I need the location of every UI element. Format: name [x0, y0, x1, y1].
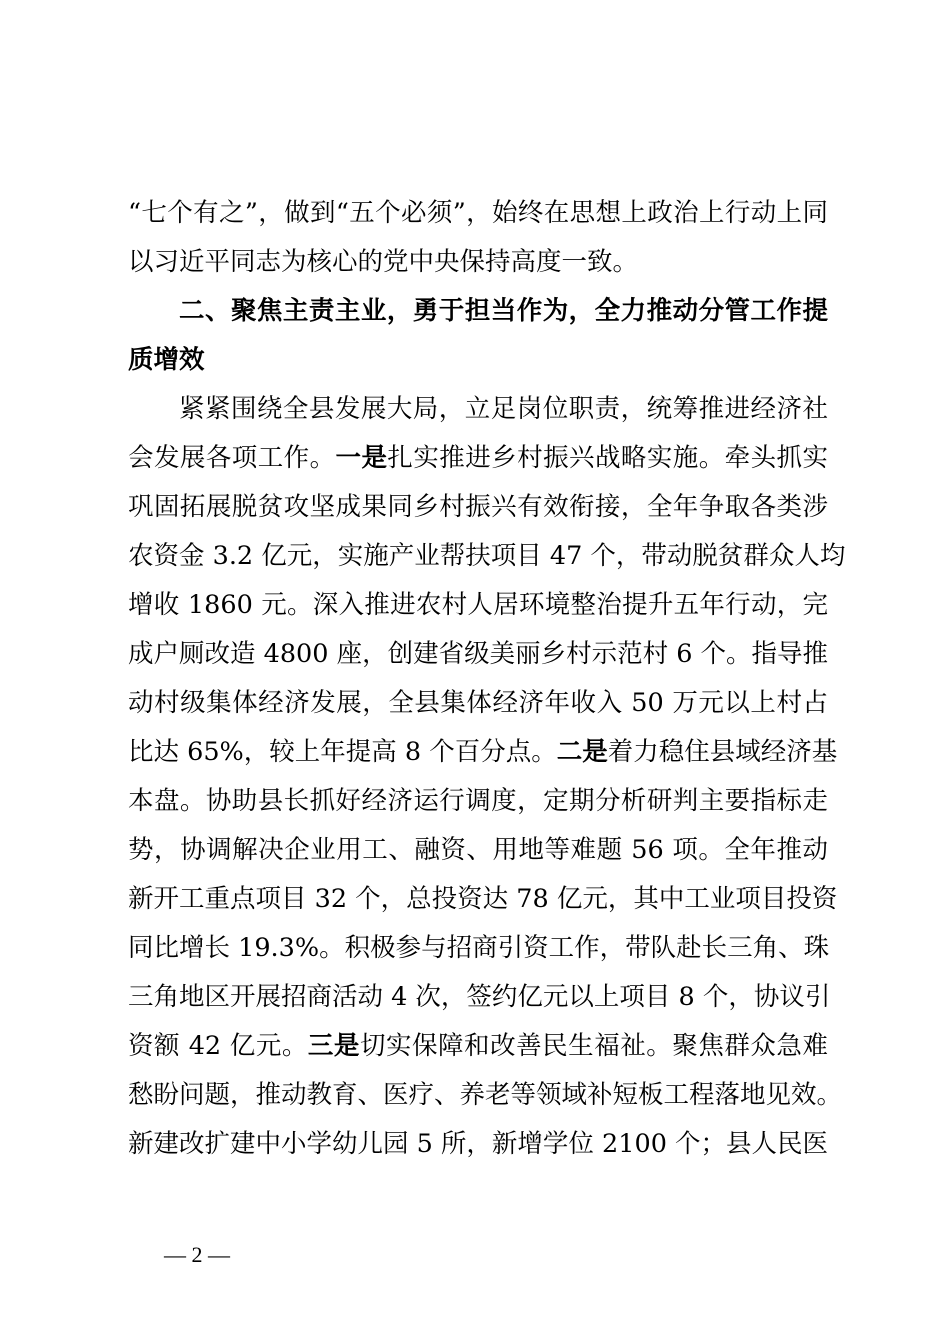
body-line-4: 农资金 3.2 亿元，实施产业帮扶项目 47 个，带动脱贫群众人均 — [128, 541, 846, 571]
intro-line-2: 以习近平同志为核心的党中央保持高度一致。 — [128, 247, 639, 277]
body-line-10: 势，协调解决企业用工、融资、用地等难题 56 项。全年推动 — [128, 835, 828, 865]
item-marker-three: 三是 — [307, 1031, 360, 1061]
intro-line-1: “七个有之”，做到“五个必须”，始终在思想上政治上行动上同 — [128, 198, 828, 228]
body-text: 切实保障和改善民生福祉。聚焦群众急难 — [359, 1031, 828, 1061]
body-text: 扎实推进乡村振兴战略实施。牵头抓实 — [387, 443, 828, 473]
page-number: — 2 — — [164, 1242, 230, 1267]
body-line-3: 巩固拓展脱贫攻坚成果同乡村振兴有效衔接，全年争取各类涉 — [128, 492, 828, 522]
body-line-13: 三角地区开展招商活动 4 次，签约亿元以上项目 8 个，协议引 — [128, 982, 831, 1012]
body-text: 会发展各项工作。 — [128, 443, 336, 473]
document-body — [128, 189, 846, 1169]
body-line-11: 新开工重点项目 32 个，总投资达 78 亿元，其中工业项目投资 — [128, 884, 838, 914]
body-line-5: 增收 1860 元。深入推进农村人居环境整治提升五年行动，完 — [128, 590, 828, 620]
section-heading-line-2: 质增效 — [128, 345, 205, 375]
body-line-16: 新建改扩建中小学幼儿园 5 所，新增学位 2100 个；县人民医 — [128, 1129, 829, 1159]
body-line-15: 愁盼问题，推动教育、医疗、养老等领域补短板工程落地见效。 — [128, 1080, 843, 1110]
body-line-8 — [128, 728, 838, 777]
item-marker-one: 一是 — [335, 443, 388, 473]
body-line-7: 动村级集体经济发展，全县集体经济年收入 50 万元以上村占 — [128, 688, 828, 718]
section-heading-line-1: 二、聚焦主责主业，勇于担当作为，全力推动分管工作提 — [179, 296, 828, 326]
body-text: 着力稳住县域经济基 — [607, 737, 838, 767]
body-line-9: 本盘。协助县长抓好经济运行调度，定期分析研判主要指标走 — [128, 786, 828, 816]
body-text: 比达 65%，较上年提高 8 个百分点。 — [128, 737, 557, 767]
body-line-2 — [128, 434, 828, 483]
body-line-14 — [128, 1022, 828, 1071]
body-text: 资额 42 亿元。 — [128, 1031, 308, 1061]
body-line-1: 紧紧围绕全县发展大局，立足岗位职责，统筹推进经济社 — [179, 394, 828, 424]
item-marker-two: 二是 — [556, 737, 608, 767]
body-line-12: 同比增长 19.3%。积极参与招商引资工作，带队赴长三角、珠 — [128, 933, 830, 963]
body-line-6: 成户厕改造 4800 座，创建省级美丽乡村示范村 6 个。指导推 — [128, 639, 829, 669]
